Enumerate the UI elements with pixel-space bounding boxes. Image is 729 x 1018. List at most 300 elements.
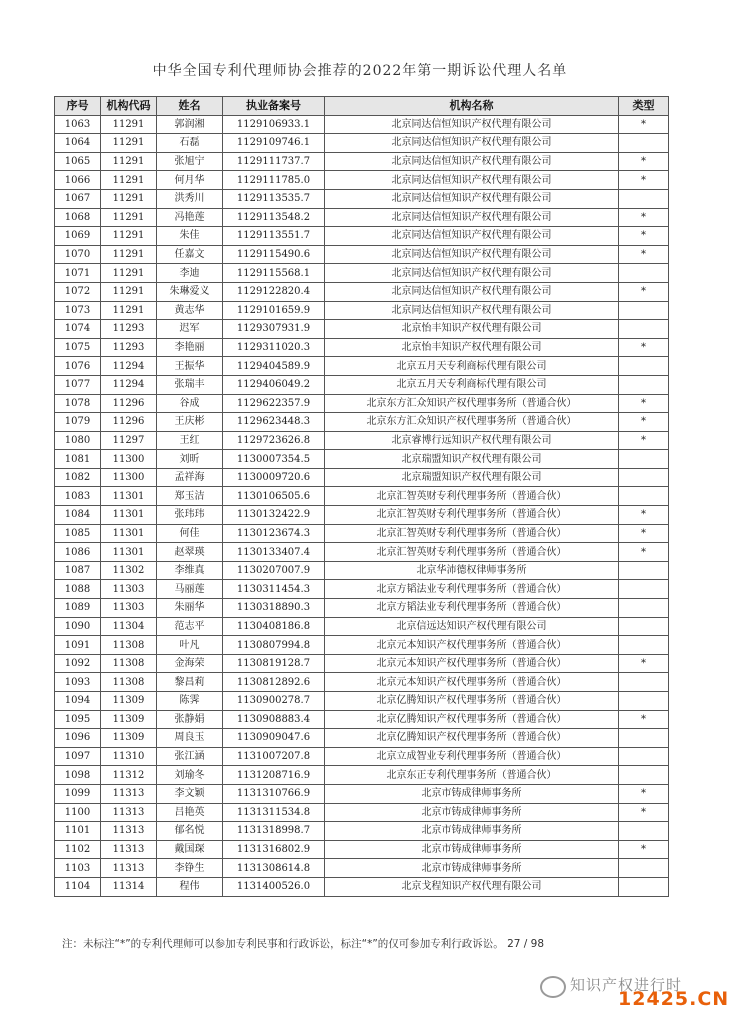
table-row [55, 394, 669, 413]
table-row [55, 171, 669, 190]
cell-org-code: 11314 [101, 877, 157, 896]
cell-type: * [619, 282, 669, 301]
table-row [55, 413, 669, 432]
table-row [55, 822, 669, 841]
cell-name: 郑玉洁 [157, 487, 223, 506]
table-row [55, 487, 669, 506]
cell-org-name: 北京同达信恒知识产权代理有限公司 [325, 227, 619, 246]
cell-org-code: 11291 [101, 282, 157, 301]
cell-type: * [619, 115, 669, 134]
cell-serial: 1087 [55, 561, 101, 580]
cell-type: * [619, 338, 669, 357]
cell-type [619, 301, 669, 320]
cell-license-no: 1130807994.8 [223, 636, 325, 655]
table-row [55, 766, 669, 785]
cell-name: 朱琳爱义 [157, 282, 223, 301]
cell-type [619, 580, 669, 599]
cell-org-name: 北京东方汇众知识产权代理事务所（普通合伙） [325, 394, 619, 413]
cell-org-name: 北京五月天专利商标代理有限公司 [325, 357, 619, 376]
cell-org-code: 11291 [101, 152, 157, 171]
cell-org-code: 11308 [101, 636, 157, 655]
cell-org-name: 北京东正专利代理事务所（普通合伙） [325, 766, 619, 785]
cell-org-name: 北京汇智英财专利代理事务所（普通合伙） [325, 487, 619, 506]
footer-note [62, 936, 544, 951]
cell-serial: 1072 [55, 282, 101, 301]
cell-serial: 1092 [55, 654, 101, 673]
cell-license-no: 1129404589.9 [223, 357, 325, 376]
cell-org-name: 北京同达信恒知识产权代理有限公司 [325, 134, 619, 153]
cell-license-no: 1130311454.3 [223, 580, 325, 599]
cell-type: * [619, 710, 669, 729]
cell-license-no: 1129623448.3 [223, 413, 325, 432]
cell-license-no: 1129106933.1 [223, 115, 325, 134]
cell-org-code: 11309 [101, 710, 157, 729]
cell-org-name: 北京方韬法业专利代理事务所（普通合伙） [325, 599, 619, 618]
cell-org-code: 11301 [101, 506, 157, 525]
cell-license-no: 1129115568.1 [223, 264, 325, 283]
table-row [55, 115, 669, 134]
cell-license-no: 1131208716.9 [223, 766, 325, 785]
cell-org-code: 11294 [101, 357, 157, 376]
cell-org-name: 北京元本知识产权代理事务所（普通合伙） [325, 636, 619, 655]
cell-serial: 1100 [55, 803, 101, 822]
cell-name: 石磊 [157, 134, 223, 153]
cell-org-name: 北京元本知识产权代理事务所（普通合伙） [325, 673, 619, 692]
cell-license-no: 1130207007.9 [223, 561, 325, 580]
cell-license-no: 1130106505.6 [223, 487, 325, 506]
cell-license-no: 1129113535.7 [223, 189, 325, 208]
cell-license-no: 1129122820.4 [223, 282, 325, 301]
cell-license-no: 1129622357.9 [223, 394, 325, 413]
table-row [55, 357, 669, 376]
cell-type: * [619, 152, 669, 171]
cell-serial: 1069 [55, 227, 101, 246]
cell-serial: 1084 [55, 506, 101, 525]
cell-org-name: 北京同达信恒知识产权代理有限公司 [325, 115, 619, 134]
cell-name: 张瑞丰 [157, 375, 223, 394]
cell-org-name: 北京怡丰知识产权代理有限公司 [325, 320, 619, 339]
cell-org-code: 11303 [101, 599, 157, 618]
cell-org-code: 11291 [101, 208, 157, 227]
cell-name: 谷成 [157, 394, 223, 413]
table-row [55, 636, 669, 655]
site-logo [618, 988, 729, 1010]
cell-license-no: 1131310766.9 [223, 784, 325, 803]
cell-type [619, 450, 669, 469]
cell-name: 周良玉 [157, 729, 223, 748]
cell-org-code: 11297 [101, 431, 157, 450]
cell-license-no: 1130408186.8 [223, 617, 325, 636]
cell-license-no: 1130900278.7 [223, 692, 325, 711]
cell-name: 李维真 [157, 561, 223, 580]
cell-org-code: 11313 [101, 784, 157, 803]
cell-name: 程伟 [157, 877, 223, 896]
table-row [55, 264, 669, 283]
cell-type [619, 747, 669, 766]
cell-org-code: 11313 [101, 822, 157, 841]
cell-type [619, 822, 669, 841]
cell-name: 王红 [157, 431, 223, 450]
cell-serial: 1066 [55, 171, 101, 190]
table-row [55, 673, 669, 692]
cell-serial: 1074 [55, 320, 101, 339]
table-row [55, 152, 669, 171]
cell-name: 何月华 [157, 171, 223, 190]
wechat-icon [540, 976, 566, 998]
cell-org-code: 11296 [101, 394, 157, 413]
cell-type: * [619, 227, 669, 246]
cell-org-name: 北京华沛德权律师事务所 [325, 561, 619, 580]
cell-license-no: 1130812892.6 [223, 673, 325, 692]
footer-note-text: 注：未标注“*”的专利代理师可以参加专利民事和行政诉讼，标注“*”的仅可参加专利行政诉讼。 [62, 938, 504, 950]
cell-org-name: 北京同达信恒知识产权代理有限公司 [325, 152, 619, 171]
cell-name: 马丽莲 [157, 580, 223, 599]
cell-org-code: 11291 [101, 171, 157, 190]
cell-org-code: 11300 [101, 468, 157, 487]
cell-type: * [619, 394, 669, 413]
agent-roster-table [54, 96, 669, 897]
cell-org-code: 11291 [101, 115, 157, 134]
cell-type [619, 264, 669, 283]
cell-type [619, 636, 669, 655]
account-watermark [518, 970, 729, 1010]
table-row [55, 580, 669, 599]
cell-name: 郁名悦 [157, 822, 223, 841]
cell-name: 迟军 [157, 320, 223, 339]
cell-license-no: 1130908883.4 [223, 710, 325, 729]
cell-name: 戴国琛 [157, 840, 223, 859]
cell-org-name: 北京东方汇众知识产权代理事务所（普通合伙） [325, 413, 619, 432]
cell-serial: 1068 [55, 208, 101, 227]
cell-license-no: 1129311020.3 [223, 338, 325, 357]
cell-license-no: 1129115490.6 [223, 245, 325, 264]
table-row [55, 803, 669, 822]
cell-name: 郭润湘 [157, 115, 223, 134]
cell-name: 王庆彬 [157, 413, 223, 432]
cell-name: 刘瑜冬 [157, 766, 223, 785]
cell-type: * [619, 431, 669, 450]
cell-license-no: 1129406049.2 [223, 375, 325, 394]
cell-org-code: 11302 [101, 561, 157, 580]
table-row [55, 282, 669, 301]
cell-name: 张江涵 [157, 747, 223, 766]
page-number: 27 / 98 [507, 938, 545, 950]
cell-name: 吕艳英 [157, 803, 223, 822]
cell-org-name: 北京瑞盟知识产权代理有限公司 [325, 468, 619, 487]
cell-serial: 1077 [55, 375, 101, 394]
cell-org-code: 11313 [101, 840, 157, 859]
cell-license-no: 1130123674.3 [223, 524, 325, 543]
cell-type [619, 320, 669, 339]
cell-org-name: 北京同达信恒知识产权代理有限公司 [325, 245, 619, 264]
cell-name: 黄志华 [157, 301, 223, 320]
cell-org-code: 11300 [101, 450, 157, 469]
cell-org-name: 北京汇智英财专利代理事务所（普通合伙） [325, 506, 619, 525]
cell-serial: 1091 [55, 636, 101, 655]
cell-name: 王振华 [157, 357, 223, 376]
cell-org-code: 11291 [101, 227, 157, 246]
table-row [55, 189, 669, 208]
cell-org-code: 11309 [101, 692, 157, 711]
cell-serial: 1097 [55, 747, 101, 766]
cell-name: 陈霁 [157, 692, 223, 711]
cell-serial: 1071 [55, 264, 101, 283]
cell-name: 叶凡 [157, 636, 223, 655]
table-row [55, 747, 669, 766]
cell-org-code: 11308 [101, 673, 157, 692]
cell-org-name: 北京信远达知识产权代理有限公司 [325, 617, 619, 636]
cell-org-name: 北京戈程知识产权代理有限公司 [325, 877, 619, 896]
cell-name: 黎昌莉 [157, 673, 223, 692]
cell-serial: 1079 [55, 413, 101, 432]
cell-org-code: 11291 [101, 301, 157, 320]
cell-org-name: 北京睿博行远知识产权代理有限公司 [325, 431, 619, 450]
cell-serial: 1083 [55, 487, 101, 506]
account-name: 知识产权进行时 [570, 976, 683, 994]
table-row [55, 450, 669, 469]
cell-name: 朱丽华 [157, 599, 223, 618]
cell-serial: 1103 [55, 859, 101, 878]
cell-serial: 1098 [55, 766, 101, 785]
cell-org-code: 11303 [101, 580, 157, 599]
cell-license-no: 1131311534.8 [223, 803, 325, 822]
cell-license-no: 1131007207.8 [223, 747, 325, 766]
cell-org-code: 11293 [101, 338, 157, 357]
cell-org-code: 11301 [101, 543, 157, 562]
cell-serial: 1101 [55, 822, 101, 841]
table-row [55, 338, 669, 357]
cell-name: 刘昕 [157, 450, 223, 469]
cell-name: 朱佳 [157, 227, 223, 246]
cell-type [619, 487, 669, 506]
table-row [55, 859, 669, 878]
table-row [55, 692, 669, 711]
table-body [55, 115, 669, 896]
cell-serial: 1082 [55, 468, 101, 487]
table-row [55, 654, 669, 673]
cell-license-no: 1129111785.0 [223, 171, 325, 190]
cell-org-code: 11313 [101, 859, 157, 878]
table-row [55, 599, 669, 618]
header-serial: 序号 [55, 97, 101, 116]
cell-org-code: 11291 [101, 134, 157, 153]
cell-type: * [619, 208, 669, 227]
table-row [55, 784, 669, 803]
table-row [55, 710, 669, 729]
cell-type [619, 617, 669, 636]
cell-org-code: 11294 [101, 375, 157, 394]
cell-org-name: 北京方韬法业专利代理事务所（普通合伙） [325, 580, 619, 599]
cell-license-no: 1130819128.7 [223, 654, 325, 673]
cell-name: 何佳 [157, 524, 223, 543]
cell-license-no: 1130007354.5 [223, 450, 325, 469]
cell-type [619, 468, 669, 487]
cell-serial: 1099 [55, 784, 101, 803]
cell-org-code: 11308 [101, 654, 157, 673]
cell-license-no: 1129113548.2 [223, 208, 325, 227]
cell-org-code: 11291 [101, 245, 157, 264]
cell-org-code: 11304 [101, 617, 157, 636]
cell-org-name: 北京同达信恒知识产权代理有限公司 [325, 301, 619, 320]
table-row [55, 320, 669, 339]
cell-org-name: 北京五月天专利商标代理有限公司 [325, 375, 619, 394]
cell-type: * [619, 524, 669, 543]
cell-name: 冯艳莲 [157, 208, 223, 227]
cell-type: * [619, 840, 669, 859]
table-row [55, 729, 669, 748]
table-header-row [55, 97, 669, 116]
cell-org-code: 11312 [101, 766, 157, 785]
cell-name: 李艳丽 [157, 338, 223, 357]
cell-serial: 1090 [55, 617, 101, 636]
cell-serial: 1094 [55, 692, 101, 711]
cell-type [619, 599, 669, 618]
cell-license-no: 1130009720.6 [223, 468, 325, 487]
cell-serial: 1067 [55, 189, 101, 208]
cell-type [619, 729, 669, 748]
cell-serial: 1078 [55, 394, 101, 413]
cell-serial: 1064 [55, 134, 101, 153]
cell-name: 张旭宁 [157, 152, 223, 171]
header-name: 姓名 [157, 97, 223, 116]
site-suffix: .CN [689, 988, 729, 1010]
cell-serial: 1093 [55, 673, 101, 692]
table-row [55, 208, 669, 227]
cell-org-code: 11291 [101, 264, 157, 283]
cell-org-name: 北京同达信恒知识产权代理有限公司 [325, 282, 619, 301]
cell-license-no: 1129109746.1 [223, 134, 325, 153]
cell-license-no: 1131318998.7 [223, 822, 325, 841]
cell-org-code: 11309 [101, 729, 157, 748]
cell-license-no: 1131316802.9 [223, 840, 325, 859]
cell-name: 范志平 [157, 617, 223, 636]
table-row [55, 431, 669, 450]
cell-type: * [619, 803, 669, 822]
cell-license-no: 1130909047.6 [223, 729, 325, 748]
cell-name: 洪秀川 [157, 189, 223, 208]
cell-serial: 1063 [55, 115, 101, 134]
cell-org-name: 北京市铸成律师事务所 [325, 803, 619, 822]
cell-org-name: 北京亿腾知识产权代理事务所（普通合伙） [325, 710, 619, 729]
header-org-code: 机构代码 [101, 97, 157, 116]
cell-serial: 1096 [55, 729, 101, 748]
cell-org-name: 北京元本知识产权代理事务所（普通合伙） [325, 654, 619, 673]
cell-name: 李迪 [157, 264, 223, 283]
table-row [55, 840, 669, 859]
cell-serial: 1089 [55, 599, 101, 618]
cell-type [619, 692, 669, 711]
cell-serial: 1102 [55, 840, 101, 859]
cell-org-code: 11291 [101, 189, 157, 208]
cell-name: 孟祥海 [157, 468, 223, 487]
cell-name: 金海荣 [157, 654, 223, 673]
cell-name: 李铮生 [157, 859, 223, 878]
cell-license-no: 1129111737.7 [223, 152, 325, 171]
cell-license-no: 1131400526.0 [223, 877, 325, 896]
cell-type [619, 357, 669, 376]
cell-serial: 1081 [55, 450, 101, 469]
cell-license-no: 1131308614.8 [223, 859, 325, 878]
cell-type [619, 673, 669, 692]
table-row [55, 524, 669, 543]
cell-org-name: 北京同达信恒知识产权代理有限公司 [325, 171, 619, 190]
cell-license-no: 1129113551.7 [223, 227, 325, 246]
cell-type [619, 877, 669, 896]
table-row [55, 506, 669, 525]
cell-type: * [619, 654, 669, 673]
cell-type: * [619, 171, 669, 190]
cell-org-name: 北京亿腾知识产权代理事务所（普通合伙） [325, 692, 619, 711]
cell-serial: 1070 [55, 245, 101, 264]
table-row [55, 877, 669, 896]
cell-org-code: 11301 [101, 487, 157, 506]
cell-org-name: 北京汇智英财专利代理事务所（普通合伙） [325, 543, 619, 562]
cell-org-name: 北京同达信恒知识产权代理有限公司 [325, 208, 619, 227]
cell-serial: 1104 [55, 877, 101, 896]
cell-type [619, 766, 669, 785]
cell-name: 李文颖 [157, 784, 223, 803]
cell-license-no: 1130133407.4 [223, 543, 325, 562]
cell-serial: 1073 [55, 301, 101, 320]
table-row [55, 468, 669, 487]
cell-org-name: 北京市铸成律师事务所 [325, 822, 619, 841]
cell-type [619, 375, 669, 394]
table-row [55, 227, 669, 246]
cell-license-no: 1129307931.9 [223, 320, 325, 339]
cell-org-name: 北京瑞盟知识产权代理有限公司 [325, 450, 619, 469]
cell-org-name: 北京同达信恒知识产权代理有限公司 [325, 189, 619, 208]
cell-serial: 1086 [55, 543, 101, 562]
page-title: 中华全国专利代理师协会推荐的2022年第一期诉讼代理人名单 [152, 63, 568, 79]
cell-org-name: 北京怡丰知识产权代理有限公司 [325, 338, 619, 357]
cell-serial: 1080 [55, 431, 101, 450]
table-row [55, 301, 669, 320]
cell-type: * [619, 413, 669, 432]
cell-serial: 1085 [55, 524, 101, 543]
header-license-no: 执业备案号 [223, 97, 325, 116]
cell-serial: 1095 [55, 710, 101, 729]
cell-serial: 1075 [55, 338, 101, 357]
cell-type [619, 859, 669, 878]
cell-name: 张静娟 [157, 710, 223, 729]
cell-org-name: 北京立成智业专利代理事务所（普通合伙） [325, 747, 619, 766]
cell-type [619, 561, 669, 580]
table-row [55, 561, 669, 580]
cell-type: * [619, 784, 669, 803]
cell-serial: 1076 [55, 357, 101, 376]
cell-org-name: 北京亿腾知识产权代理事务所（普通合伙） [325, 729, 619, 748]
header-type: 类型 [619, 97, 669, 116]
table-row [55, 543, 669, 562]
cell-type [619, 134, 669, 153]
cell-license-no: 1130318890.3 [223, 599, 325, 618]
table-row [55, 617, 669, 636]
cell-name: 赵翠瑛 [157, 543, 223, 562]
cell-org-code: 11296 [101, 413, 157, 432]
cell-name: 张玮玮 [157, 506, 223, 525]
cell-org-code: 11310 [101, 747, 157, 766]
cell-license-no: 1130132422.9 [223, 506, 325, 525]
cell-license-no: 1129101659.9 [223, 301, 325, 320]
header-org-name: 机构名称 [325, 97, 619, 116]
cell-org-name: 北京同达信恒知识产权代理有限公司 [325, 264, 619, 283]
cell-org-code: 11293 [101, 320, 157, 339]
table-row [55, 245, 669, 264]
cell-name: 任嘉文 [157, 245, 223, 264]
cell-serial: 1065 [55, 152, 101, 171]
site-digits: 12425 [618, 988, 690, 1010]
cell-org-code: 11313 [101, 803, 157, 822]
